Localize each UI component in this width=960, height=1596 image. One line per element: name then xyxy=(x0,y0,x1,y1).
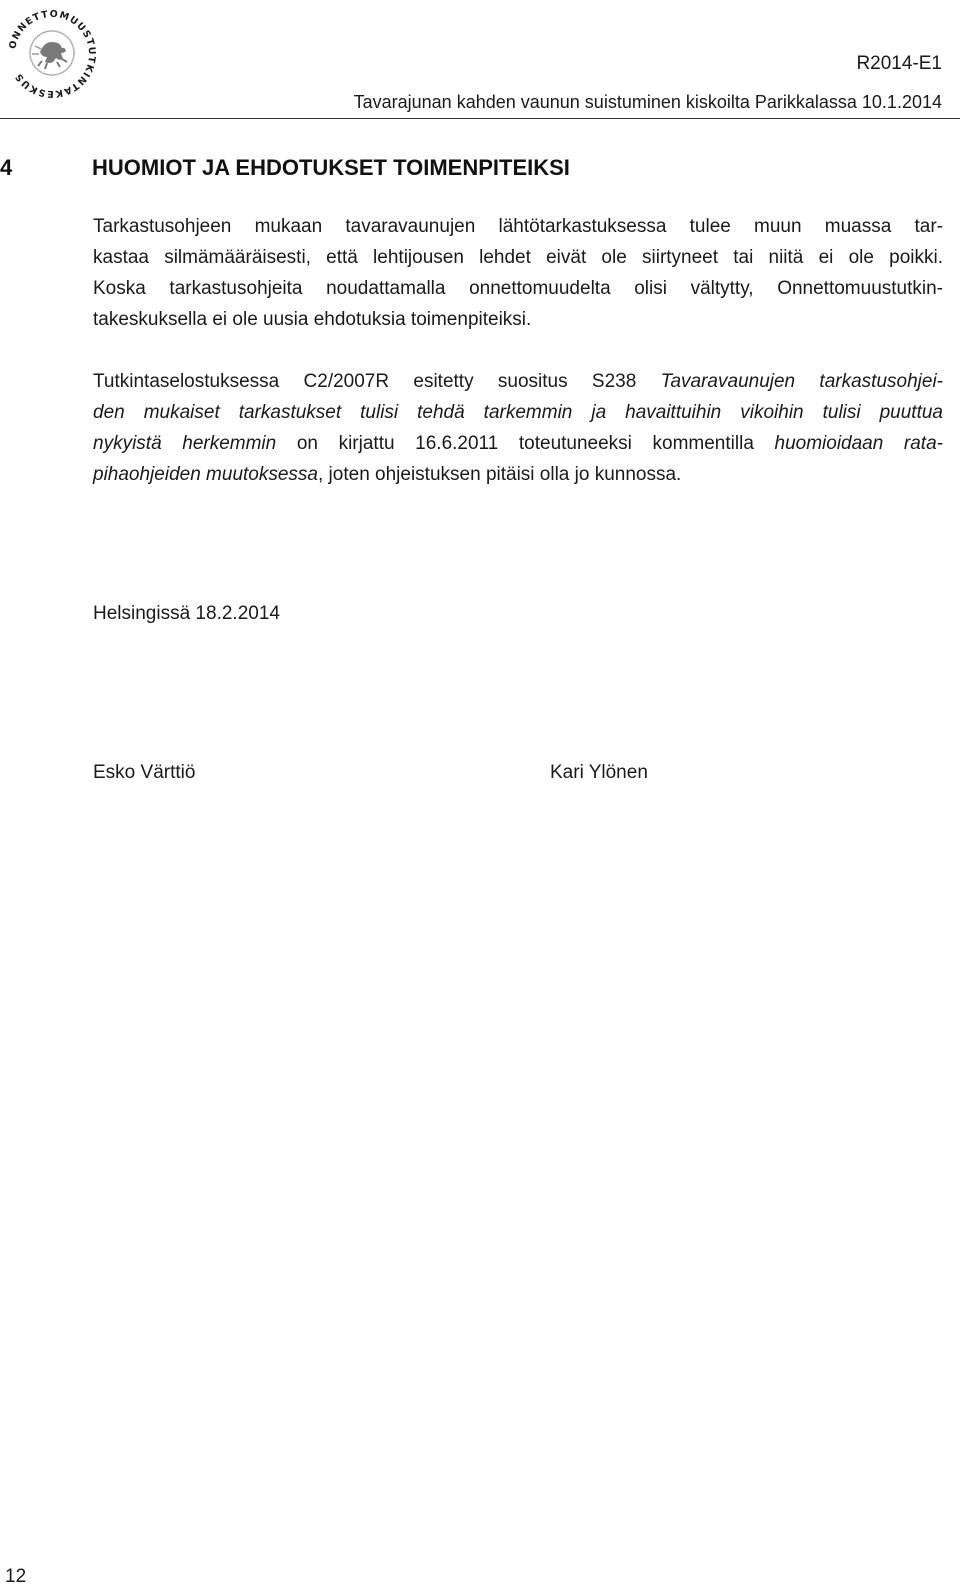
running-title: Tavarajunan kahden vaunun suistuminen kiskoilta Parikkalassa 10.1.2014 xyxy=(353,92,942,112)
paragraph-observations xyxy=(93,211,943,335)
svg-text:ONNETTOMUUSTUTKINTAKESKUS: ONNETTOMUUSTUTKINTAKESKUS xyxy=(7,8,98,100)
italic-run: den mukaiset tarkastukset tulisi tehdä tarkemmin ja havaittuihin vikoihin tulisi puuttua xyxy=(93,402,943,423)
header-divider xyxy=(0,118,960,119)
paragraph-line xyxy=(93,366,943,397)
paragraph-line: takeskuksella ei ole uusia ehdotuksia toimenpiteiksi. xyxy=(93,309,532,330)
section-heading xyxy=(0,155,570,181)
text-run: on kirjattu 16.6.2011 toteutuneeksi kommentilla xyxy=(276,433,775,454)
italic-run: huomioidaan rata- xyxy=(774,433,943,454)
onnettomuustutkintakeskus-logo xyxy=(2,4,102,104)
paragraph-line xyxy=(93,428,943,459)
italic-run: Tavaravaunujen tarkastusohjei- xyxy=(660,371,943,392)
paragraph-line: Tarkastusohjeen mukaan tavaravaunujen lähtötarkastuksessa tulee muun muassa tar- xyxy=(93,216,943,237)
paragraph-line xyxy=(93,459,943,490)
paragraph-line: kastaa silmämääräisesti, että lehtijousen lehdet eivät ole siirtyneet tai niitä ei ole poikki. xyxy=(93,247,943,268)
italic-run: pihaohjeiden muutoksessa xyxy=(93,464,318,485)
page-number: 12 xyxy=(5,1566,27,1587)
section-title: HUOMIOT JA EHDOTUKSET TOIMENPITEIKSI xyxy=(92,155,570,180)
place-and-date: Helsingissä 18.2.2014 xyxy=(93,603,280,624)
lion-emblem-icon xyxy=(30,31,74,75)
text-run: Tutkintaselostuksessa C2/2007R esitetty suositus S238 xyxy=(93,371,661,392)
text-run: , joten ohjeistuksen pitäisi olla jo kunnossa. xyxy=(318,464,682,485)
paragraph-line: Koska tarkastusohjeita noudattamalla onnettomuudelta olisi vältytty, Onnettomuustutkin- xyxy=(93,278,943,299)
signer-name-1: Esko Värttiö xyxy=(93,762,196,783)
section-number: 4 xyxy=(0,155,13,180)
paragraph-line xyxy=(93,397,943,428)
document-id: R2014-E1 xyxy=(856,53,942,74)
signer-name-2: Kari Ylönen xyxy=(550,762,648,783)
italic-run: nykyistä herkemmin xyxy=(93,433,277,454)
paragraph-recommendation xyxy=(93,366,943,490)
